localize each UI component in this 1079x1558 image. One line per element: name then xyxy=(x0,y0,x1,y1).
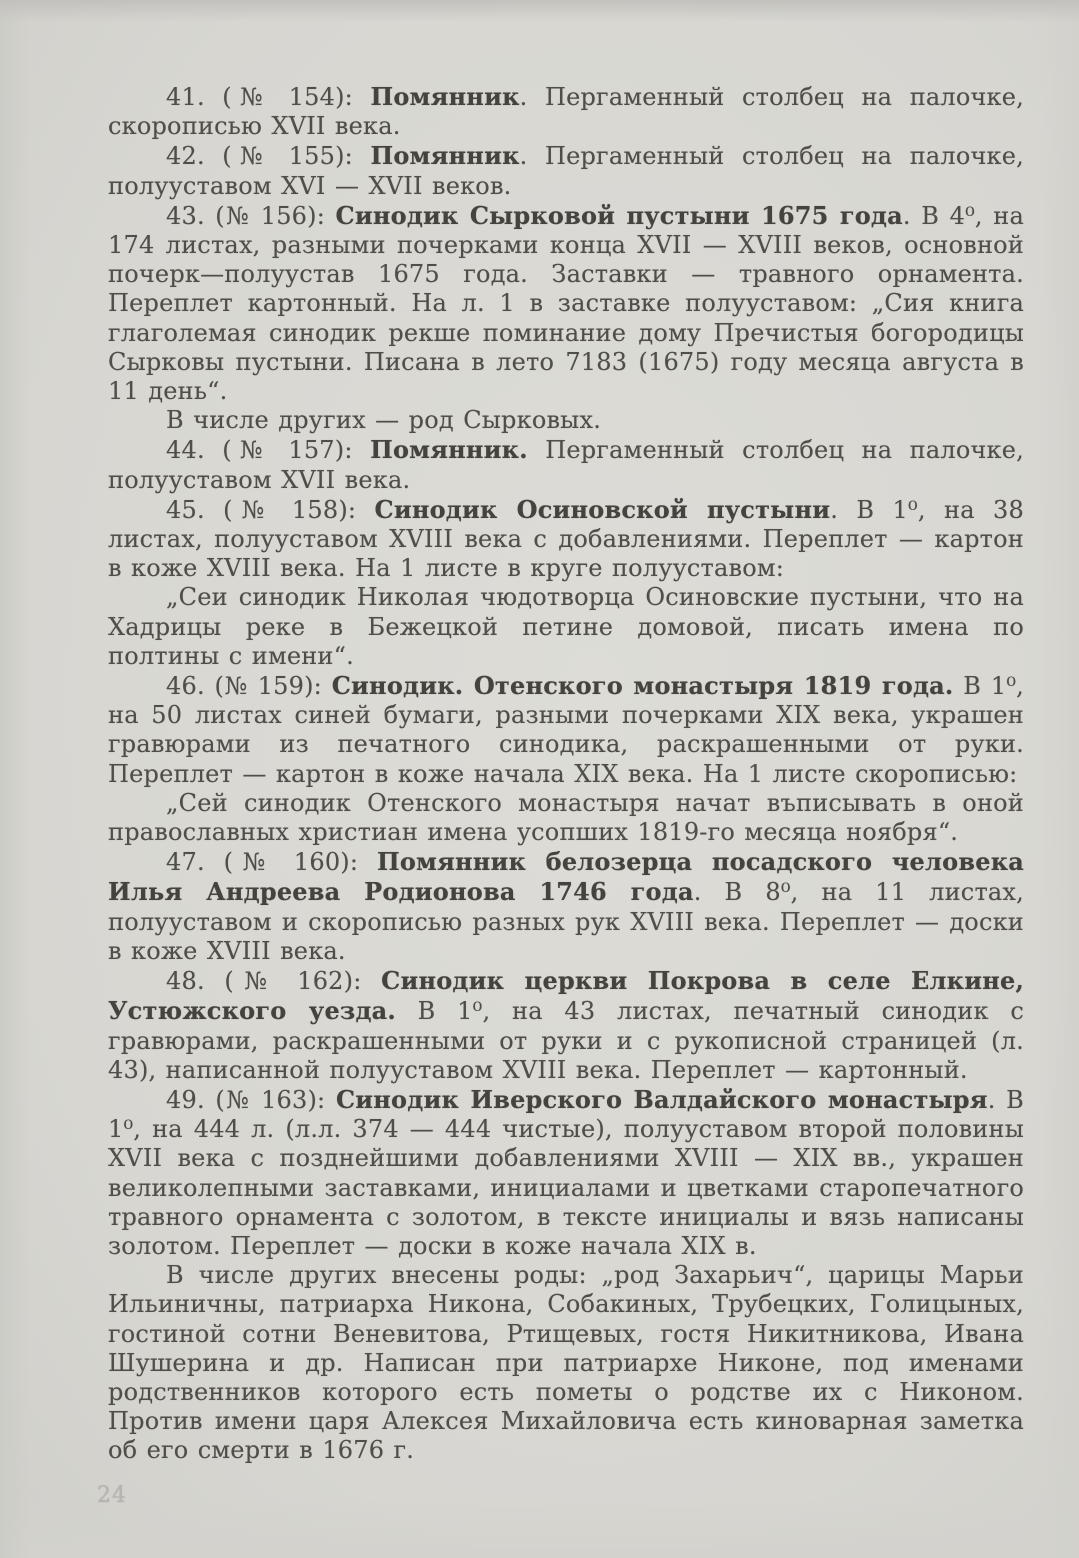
body-text: „Сей синодик Отенского монастыря начат въписывать в оной православных христиан имена усопших 1819-го месяца ноября“. xyxy=(108,788,1024,847)
page-text xyxy=(108,82,1024,1466)
paragraph xyxy=(108,583,1024,671)
paragraph xyxy=(108,671,1024,789)
paragraph xyxy=(108,141,1024,200)
body-text: 48. (№ 162): xyxy=(166,967,382,996)
entry-title-bold: Помянник xyxy=(370,82,520,111)
body-text: . В 4⁰, на 174 листах, разными почерками конца XVII — XVIII веков, основной почерк—полуустав 1675 года. Заставки — травного орнамента. Переплет картонный. На л. 1 в заставке полууставом: „Сия книга глаголемая синодик рекше поминание дому Пречистыя богородицы Сырковы пустыни. Писана в лето 7183 (1675) году месяца августа в 11 день“. xyxy=(108,201,1024,406)
body-text: 49. (№ 163): xyxy=(166,1085,336,1114)
body-text: . В 1⁰, на 444 л. (л.л. 374 — 444 чистые), полууставом второй половины XVII века с позднейшими добавлениями XVIII — XIX вв., украшен великолепными заставками, инициалами и цветками старопечатного травного орнамента с золотом, в тексте инициалы и вязь написаны золотом. Переплет — доски в коже начала XIX в. xyxy=(108,1085,1024,1260)
body-text: Пергаменный столбец на палочке, полууставом XVII века. xyxy=(108,436,1024,494)
page-number: 24 xyxy=(97,1483,127,1508)
paragraph xyxy=(108,1085,1024,1261)
body-text: В числе других — род Сырковых. xyxy=(166,406,602,435)
body-text: В 1⁰, на 50 листах синей бумаги, разными почерками XIX века, украшен гравюрами из печатного синодика, раскрашенными от руки. Переплет — картон в коже начала XIX века. На 1 листе скорописью: xyxy=(108,672,1024,788)
paragraph xyxy=(108,966,1024,1085)
paragraph xyxy=(108,82,1024,141)
body-text: . В 8⁰, на 11 листах, полууставом и скорописью разных рук XVIII века. Переплет — доски в коже XVIII века. xyxy=(108,878,1024,965)
paragraph xyxy=(108,1261,1024,1465)
body-text: В числе других внесены роды: „род Захарьич“, царицы Марьи Ильиничны, патриарха Никона, Собакиных, Трубецких, Голицыных, гостиной сотни Веневитова, Ртищевых, гостя Никитникова, Ивана Шушерина и др. Написан при патриархе Никоне, под именами родственников которого есть пометы о родстве их с Никоном. Против имени царя Алексея Михайловича есть киноварная заметка об его смерти в 1676 г. xyxy=(108,1261,1024,1465)
paragraph xyxy=(108,495,1024,584)
paragraph xyxy=(108,789,1024,847)
entry-title-bold: Синодик. Отенского монастыря 1819 года. xyxy=(331,671,954,701)
body-text: . Пергаменный столбец на палочке, полууставом XVI — XVII веков. xyxy=(108,142,1024,200)
body-text: 47. (№ 160): xyxy=(166,848,377,877)
paragraph xyxy=(108,435,1024,494)
entry-title-bold: Синодик церкви Покрова в селе Елкине, Устюжского уезда. xyxy=(108,966,1024,1026)
entry-title-bold: Помянник. xyxy=(370,435,528,465)
body-text: В 1⁰, на 43 листах, печатный синодик с гравюрами, раскрашенными от руки и с рукописной страницей (л. 43), написанной полууставом XVIII века. Переплет — картонный. xyxy=(108,997,1024,1084)
paragraph xyxy=(108,406,1024,435)
body-text: 41. (№ 154): xyxy=(166,83,371,111)
paragraph xyxy=(108,201,1024,406)
body-text: „Сеи синодик Николая чюдотворца Осиновские пустыни, что на Хадрицы реке в Бежецкой петине домовой, писать имена по полтины с имени“. xyxy=(108,583,1024,670)
entry-title-bold: Помянник xyxy=(370,141,520,171)
body-text: . Пергаменный столбец на палочке, скорописью XVII века. xyxy=(108,83,1024,141)
entry-title-bold: Помянник белозерца посадского человека Илья Андреева Родионова 1746 года xyxy=(108,847,1024,907)
body-text: 46. (№ 159): xyxy=(166,672,332,701)
entry-title-bold: Синодик Осиновской пустыни xyxy=(374,494,831,524)
body-text: 44. (№ 157): xyxy=(166,436,371,465)
entry-title-bold: Синодик Иверского Валдайского монастыря xyxy=(335,1084,988,1114)
body-text: 43. (№ 156): xyxy=(166,201,336,230)
entry-title-bold: Синодик Сырковой пустыни 1675 года xyxy=(335,200,903,230)
body-text: . В 1⁰, на 38 листах, полууставом XVIII века с добавлениями. Переплет — картон в коже XVIII века. На 1 листе в круге полууставом: xyxy=(108,495,1024,583)
body-text: 45. (№ 158): xyxy=(166,495,375,524)
paragraph xyxy=(108,847,1024,966)
body-text: 42. (№ 155): xyxy=(166,142,371,171)
